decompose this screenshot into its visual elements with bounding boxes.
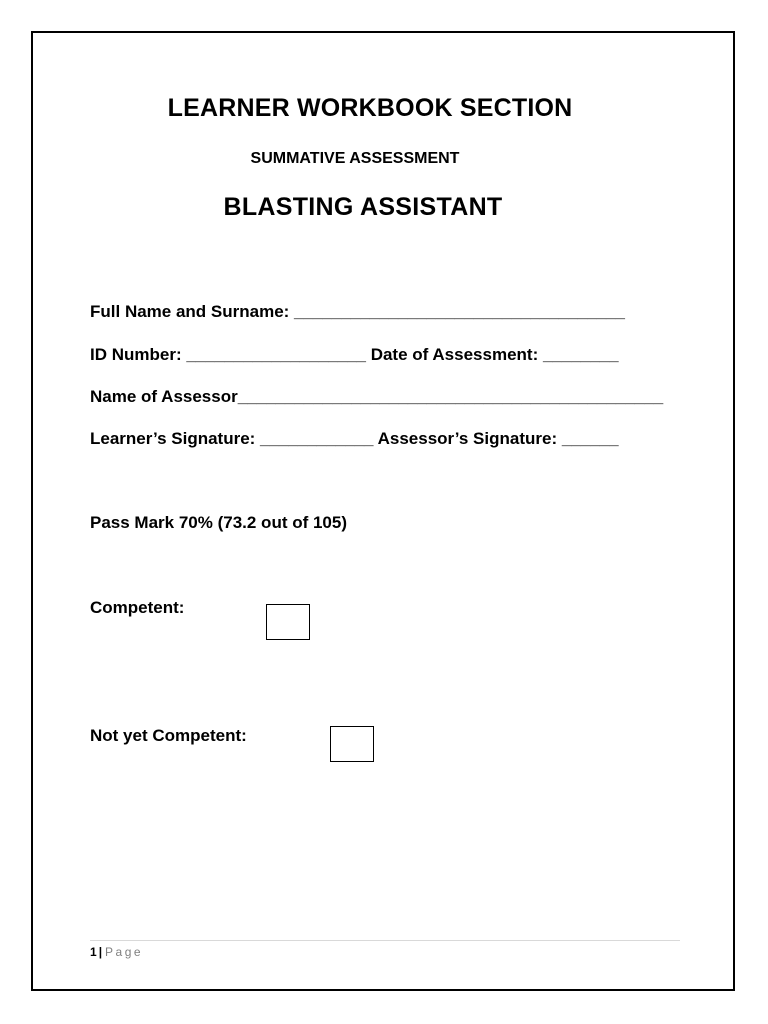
page-number: 1 [90, 945, 97, 959]
pass-mark: Pass Mark 70% (73.2 out of 105) [90, 513, 348, 532]
not-yet-competent-label: Not yet Competent: [90, 726, 247, 745]
footer-separator: | [98, 945, 103, 959]
signatures-field[interactable]: Learner’s Signature: ____________ Assessor’s Signature: ______ [90, 429, 619, 448]
competent-label: Competent: [90, 598, 185, 617]
page-border [31, 31, 735, 991]
id-date-field[interactable]: ID Number: ___________________ Date of Assessment: ________ [90, 345, 619, 364]
footer-divider [90, 940, 680, 941]
not-yet-competent-checkbox[interactable] [330, 726, 374, 762]
qualification-title: BLASTING ASSISTANT [223, 193, 503, 221]
full-name-field[interactable]: Full Name and Surname: ___________________________________ [90, 302, 625, 321]
page-footer [90, 945, 143, 959]
document-subtitle: SUMMATIVE ASSESSMENT [250, 150, 460, 167]
assessor-name-field[interactable]: Name of Assessor_____________________________________________ [90, 387, 664, 406]
page-label: Page [105, 945, 144, 959]
document-title: LEARNER WORKBOOK SECTION [167, 94, 573, 122]
competent-checkbox[interactable] [266, 604, 310, 640]
